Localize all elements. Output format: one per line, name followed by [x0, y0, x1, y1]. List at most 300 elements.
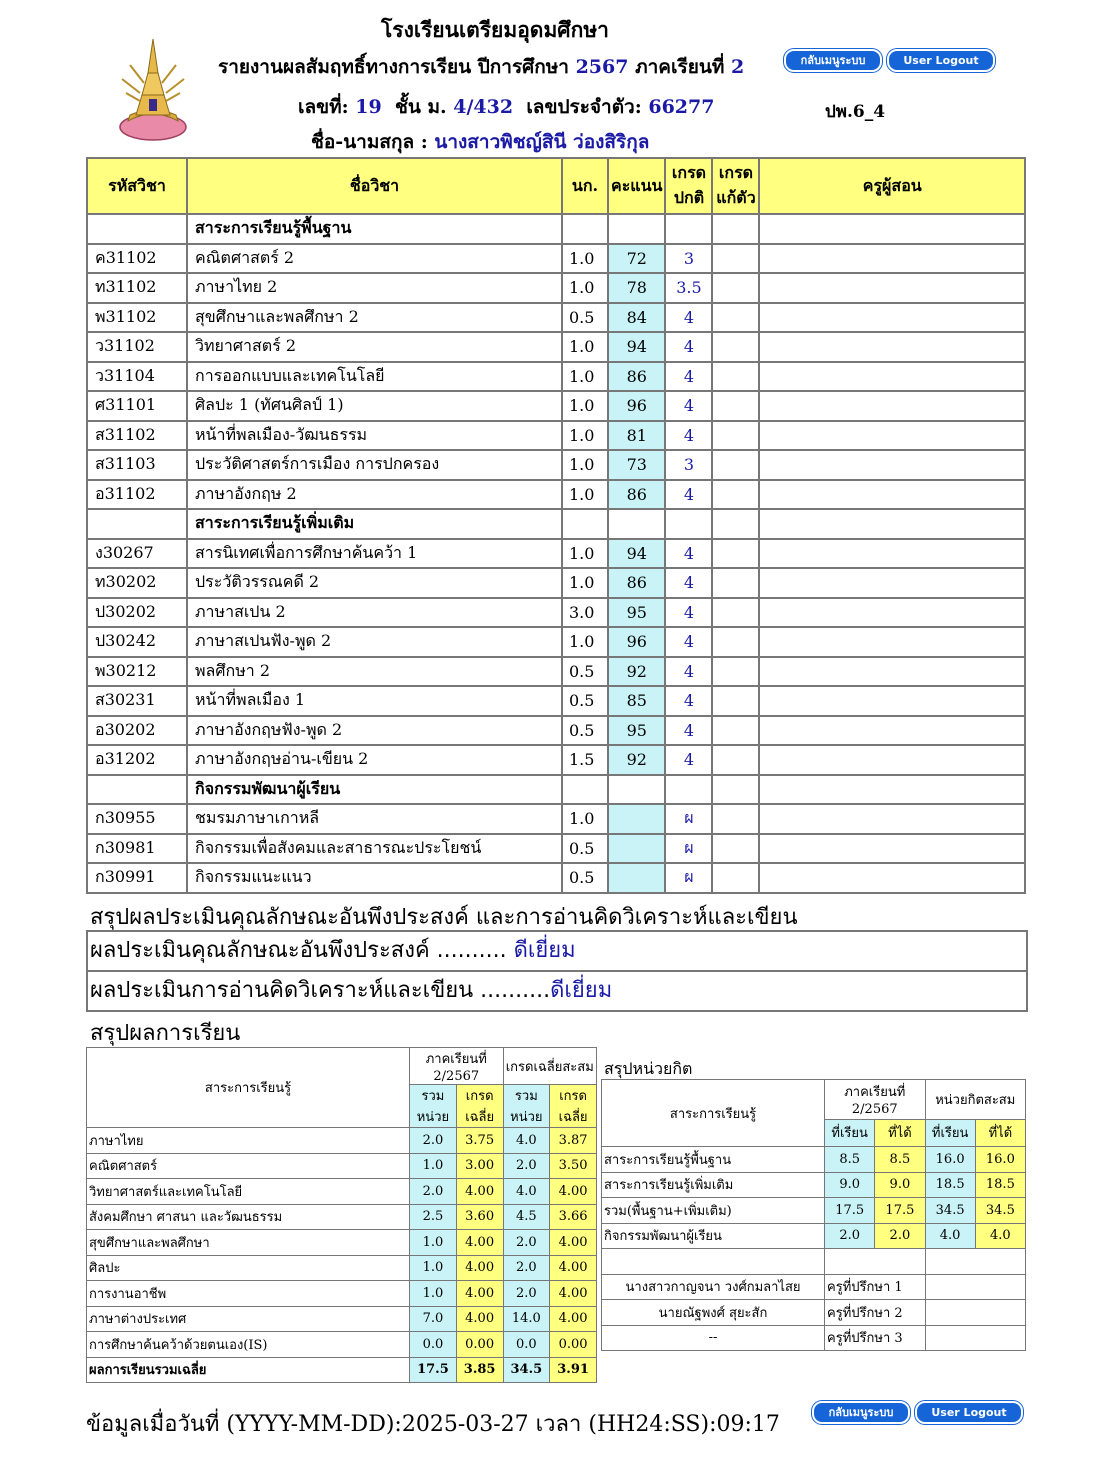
subject-row	[87, 450, 1025, 480]
credits-earned: 8.5	[875, 1147, 925, 1173]
credits-table	[601, 1079, 1026, 1351]
credit-cell	[562, 214, 608, 244]
subject-credit: 1.0	[562, 804, 608, 834]
credits-taken-cum: 34.5	[925, 1198, 975, 1224]
cumulative-gpa: 3.91	[550, 1357, 597, 1383]
credit-cell	[562, 509, 608, 539]
advisor-row	[602, 1274, 1026, 1300]
summary-row	[87, 1255, 597, 1281]
fix-grade-cell	[712, 509, 759, 539]
subject-grade: 4	[665, 598, 712, 628]
credits-taken: 9.0	[825, 1172, 875, 1198]
cumulative-units: 2.0	[503, 1230, 550, 1256]
char-eval-value: ดีเยี่ยม	[513, 938, 576, 963]
summary-sub-gpa: เกรดเฉลี่ย	[456, 1085, 503, 1128]
subject-grade: 4	[665, 332, 712, 362]
credits-row	[602, 1223, 1026, 1249]
cumulative-gpa: 4.00	[550, 1306, 597, 1332]
id-label: เลขประจำตัว:	[526, 96, 642, 118]
credits-area: สาระการเรียนรู้พื้นฐาน	[602, 1147, 825, 1173]
summary-col-area: สาระการเรียนรู้	[87, 1048, 410, 1128]
read-eval-row	[88, 970, 1026, 1010]
subject-code: อ31202	[87, 745, 187, 775]
advisor-name: นายณัฐพงศ์ สุยะสัก	[602, 1300, 825, 1326]
cumulative-units: 2.0	[503, 1153, 550, 1179]
subject-fix-grade	[712, 362, 759, 392]
subject-grade: 4	[665, 391, 712, 421]
semester-gpa: 4.00	[456, 1281, 503, 1307]
subject-teacher	[759, 804, 1025, 834]
subject-code: ส31102	[87, 421, 187, 451]
group-row	[87, 775, 1025, 805]
subject-teacher	[759, 627, 1025, 657]
semester-gpa: 4.00	[456, 1179, 503, 1205]
subject-credit: 0.5	[562, 834, 608, 864]
subject-row	[87, 568, 1025, 598]
subject-score: 85	[608, 686, 665, 716]
student-number: 19	[355, 96, 382, 118]
cumulative-gpa: 3.87	[550, 1128, 597, 1154]
credits-row	[602, 1172, 1026, 1198]
eval-title: สรุปผลประเมินคุณลักษณะอันพึงประสงค์ และการอ่านคิดวิเคราะห์และเขียน	[90, 905, 798, 930]
cumulative-units: 4.0	[503, 1179, 550, 1205]
header-grade-line1: เกรด	[671, 163, 707, 182]
semester-gpa: 4.00	[456, 1255, 503, 1281]
subject-credit: 1.0	[562, 362, 608, 392]
cumulative-gpa: 4.00	[550, 1230, 597, 1256]
subject-fix-grade	[712, 716, 759, 746]
subject-row	[87, 362, 1025, 392]
credits-earned-cum: 16.0	[975, 1147, 1025, 1173]
subject-grade: ผ	[665, 834, 712, 864]
summary-row	[87, 1204, 597, 1230]
subject-name: ประวัติวรรณคดี 2	[187, 568, 562, 598]
subject-fix-grade	[712, 804, 759, 834]
cumulative-gpa: 3.66	[550, 1204, 597, 1230]
advisor-name: นางสาวกาญจนา วงศ์กมลาไสย	[602, 1274, 825, 1300]
credits-sub-taken-cum: ที่เรียน	[925, 1119, 975, 1146]
semester-units: 2.0	[410, 1128, 457, 1154]
credits-earned-cum: 34.5	[975, 1198, 1025, 1224]
subject-name: หน้าที่พลเมือง-วัฒนธรรม	[187, 421, 562, 451]
subject-name: หน้าที่พลเมือง 1	[187, 686, 562, 716]
advisor-empty	[925, 1325, 1025, 1351]
credits-earned: 17.5	[875, 1198, 925, 1224]
name-label: ชื่อ-นามสกุล :	[311, 131, 428, 153]
subject-grade: 4	[665, 686, 712, 716]
subject-score: 92	[608, 657, 665, 687]
cumulative-units: 2.0	[503, 1281, 550, 1307]
subject-credit: 1.0	[562, 539, 608, 569]
subject-score: 94	[608, 539, 665, 569]
credits-earned-cum: 4.0	[975, 1223, 1025, 1249]
subject-code: พ31102	[87, 303, 187, 333]
group-label: สาระการเรียนรู้เพิ่มเติม	[187, 509, 562, 539]
subject-name: กิจกรรมเพื่อสังคมและสาธารณะประโยชน์	[187, 834, 562, 864]
subject-name: ภาษาสเปนฟัง-พูด 2	[187, 627, 562, 657]
credits-taken: 17.5	[825, 1198, 875, 1224]
read-eval-value: ดีเยี่ยม	[550, 978, 613, 1003]
subject-score: 72	[608, 244, 665, 274]
school-name: โรงเรียนเตรียมอุดมศึกษา	[381, 17, 609, 42]
credits-taken: 2.0	[825, 1223, 875, 1249]
subject-grade: 4	[665, 362, 712, 392]
subject-teacher	[759, 421, 1025, 451]
subject-code: ส31103	[87, 450, 187, 480]
semester-units: 2.0	[410, 1179, 457, 1205]
credits-sub-earned: ที่ได้	[875, 1119, 925, 1146]
subject-name: คณิตศาสตร์ 2	[187, 244, 562, 274]
group-row	[87, 214, 1025, 244]
char-eval-label: ผลประเมินคุณลักษณะอันพึงประสงค์ ..........	[90, 938, 507, 963]
subject-score: 96	[608, 627, 665, 657]
credits-spacer-row	[602, 1249, 1026, 1275]
subject-credit: 0.5	[562, 686, 608, 716]
semester-value: 2	[730, 56, 745, 78]
summary-col-cumulative: เกรดเฉลี่ยสะสม	[503, 1048, 597, 1085]
teacher-cell	[759, 214, 1025, 244]
summary-area: สุขศึกษาและพลศึกษา	[87, 1230, 410, 1256]
subject-teacher	[759, 244, 1025, 274]
subject-name: การออกแบบและเทคโนโลยี	[187, 362, 562, 392]
subject-fix-grade	[712, 745, 759, 775]
subject-credit: 1.5	[562, 745, 608, 775]
header-fix-grade	[712, 158, 759, 214]
subject-code: ง30267	[87, 539, 187, 569]
header-grade	[665, 158, 712, 214]
subject-row	[87, 332, 1025, 362]
summary-body	[87, 1128, 597, 1383]
subject-code: ก30981	[87, 834, 187, 864]
subject-teacher	[759, 303, 1025, 333]
header-fix-line2: แก้ตัว	[716, 188, 756, 207]
code-cell	[87, 214, 187, 244]
spacer-cell	[925, 1249, 1025, 1275]
summary-area: คณิตศาสตร์	[87, 1153, 410, 1179]
header-subject: ชื่อวิชา	[187, 158, 562, 214]
subject-score: 86	[608, 362, 665, 392]
back-to-menu-button-bottom[interactable]: กลับเมนูระบบ	[812, 1401, 910, 1424]
header-score: คะแนน	[608, 158, 665, 214]
logout-button[interactable]: User Logout	[887, 49, 995, 72]
subject-code: ท30202	[87, 568, 187, 598]
subject-grade: 4	[665, 480, 712, 510]
credits-sub-earned-cum: ที่ได้	[975, 1119, 1025, 1146]
timestamp-value: (YYYY-MM-DD):2025-03-27 เวลา (HH24:SS):09:17	[226, 1412, 780, 1437]
student-name: นางสาวพิชญ์สินี ว่องสิริกุล	[434, 131, 650, 153]
summary-sub-units: รวมหน่วย	[410, 1085, 457, 1128]
summary-area: วิทยาศาสตร์และเทคโนโลยี	[87, 1179, 410, 1205]
summary-area: ภาษาไทย	[87, 1128, 410, 1154]
credits-body	[602, 1147, 1026, 1351]
subject-fix-grade	[712, 686, 759, 716]
subject-name: สุขศึกษาและพลศึกษา 2	[187, 303, 562, 333]
subject-name: ภาษาไทย 2	[187, 273, 562, 303]
back-to-menu-button[interactable]: กลับเมนูระบบ	[784, 49, 882, 72]
subject-fix-grade	[712, 627, 759, 657]
grade-cell	[665, 509, 712, 539]
subject-teacher	[759, 332, 1025, 362]
summary-row	[87, 1306, 597, 1332]
semester-units: 17.5	[410, 1357, 457, 1383]
subject-row	[87, 391, 1025, 421]
subject-row	[87, 745, 1025, 775]
subject-score: 78	[608, 273, 665, 303]
credits-title: สรุปหน่วยกิต	[604, 1059, 693, 1078]
score-cell	[608, 509, 665, 539]
subject-score: 96	[608, 391, 665, 421]
subject-score	[608, 863, 665, 893]
subject-fix-grade	[712, 834, 759, 864]
subject-credit: 1.0	[562, 627, 608, 657]
subject-name: ภาษาอังกฤษอ่าน-เขียน 2	[187, 745, 562, 775]
credits-taken-cum: 4.0	[925, 1223, 975, 1249]
advisor-empty	[925, 1274, 1025, 1300]
subject-row	[87, 686, 1025, 716]
subject-score: 84	[608, 303, 665, 333]
advisor-role: ครูที่ปรึกษา 3	[825, 1325, 925, 1351]
header-teacher: ครูผู้สอน	[759, 158, 1025, 214]
read-eval-label: ผลประเมินการอ่านคิดวิเคราะห์และเขียน ..........	[90, 978, 551, 1003]
advisor-row	[602, 1325, 1026, 1351]
subject-name: ภาษาสเปน 2	[187, 598, 562, 628]
subject-teacher	[759, 598, 1025, 628]
form-code: ปพ.6_4	[825, 102, 886, 122]
subject-grade: 3	[665, 244, 712, 274]
summary-row	[87, 1128, 597, 1154]
summary-title: สรุปผลการเรียน	[90, 1021, 241, 1046]
class-label: ชั้น ม.	[394, 96, 447, 118]
subject-name: ชมรมภาษาเกาหลี	[187, 804, 562, 834]
subject-fix-grade	[712, 568, 759, 598]
credits-row	[602, 1198, 1026, 1224]
cumulative-gpa: 0.00	[550, 1332, 597, 1358]
subject-teacher	[759, 273, 1025, 303]
subject-fix-grade	[712, 273, 759, 303]
group-label: กิจกรรมพัฒนาผู้เรียน	[187, 775, 562, 805]
subject-grade: 4	[665, 745, 712, 775]
subject-teacher	[759, 450, 1025, 480]
credits-sub-taken: ที่เรียน	[825, 1119, 875, 1146]
subject-code: พ30212	[87, 657, 187, 687]
subject-code: ก30955	[87, 804, 187, 834]
credits-taken-cum: 18.5	[925, 1172, 975, 1198]
fix-grade-cell	[712, 775, 759, 805]
header-credit: นก.	[562, 158, 608, 214]
grade-cell	[665, 775, 712, 805]
subject-score: 95	[608, 598, 665, 628]
student-id: 66277	[648, 96, 715, 118]
subject-fix-grade	[712, 450, 759, 480]
subject-grade: 4	[665, 627, 712, 657]
subject-credit: 1.0	[562, 568, 608, 598]
code-cell	[87, 509, 187, 539]
subject-row	[87, 804, 1025, 834]
subject-code: ป30242	[87, 627, 187, 657]
report-title	[218, 52, 744, 82]
subject-score	[608, 834, 665, 864]
subject-credit: 1.0	[562, 273, 608, 303]
semester-gpa: 3.60	[456, 1204, 503, 1230]
subject-credit: 0.5	[562, 863, 608, 893]
semester-units: 1.0	[410, 1255, 457, 1281]
academic-year: 2567	[575, 56, 629, 78]
credits-area: กิจกรรมพัฒนาผู้เรียน	[602, 1223, 825, 1249]
grades-table	[86, 157, 1026, 894]
credits-col-cumulative: หน่วยกิตสะสม	[925, 1080, 1025, 1120]
subject-code: อ31102	[87, 480, 187, 510]
data-timestamp	[86, 1406, 780, 1441]
fix-grade-cell	[712, 214, 759, 244]
subject-name: ภาษาอังกฤษฟัง-พูด 2	[187, 716, 562, 746]
subject-name: ศิลปะ 1 (ทัศนศิลป์ 1)	[187, 391, 562, 421]
subject-name: สารนิเทศเพื่อการศึกษาค้นคว้า 1	[187, 539, 562, 569]
subject-teacher	[759, 362, 1025, 392]
subject-teacher	[759, 568, 1025, 598]
subject-grade: 4	[665, 303, 712, 333]
subject-row	[87, 303, 1025, 333]
summary-area: ผลการเรียนรวมเฉลี่ย	[87, 1357, 410, 1383]
subject-row	[87, 421, 1025, 451]
report-title-text: รายงานผลสัมฤทธิ์ทางการเรียน ปีการศึกษา	[218, 56, 569, 78]
cumulative-units: 14.0	[503, 1306, 550, 1332]
cumulative-units: 34.5	[503, 1357, 550, 1383]
subject-credit: 1.0	[562, 450, 608, 480]
subject-teacher	[759, 391, 1025, 421]
subject-fix-grade	[712, 332, 759, 362]
cumulative-units: 0.0	[503, 1332, 550, 1358]
summary-row	[87, 1179, 597, 1205]
semester-units: 1.0	[410, 1230, 457, 1256]
credits-taken: 8.5	[825, 1147, 875, 1173]
subject-code: ก30991	[87, 863, 187, 893]
subject-name: กิจกรรมแนะแนว	[187, 863, 562, 893]
advisor-empty	[925, 1300, 1025, 1326]
subject-row	[87, 627, 1025, 657]
class-value: 4/432	[453, 96, 514, 118]
summary-row	[87, 1281, 597, 1307]
summary-col-semester: ภาคเรียนที่ 2/2567	[410, 1048, 503, 1085]
subject-grade: 4	[665, 539, 712, 569]
subject-score: 73	[608, 450, 665, 480]
semester-gpa: 0.00	[456, 1332, 503, 1358]
subject-grade: ผ	[665, 863, 712, 893]
summary-area: สังคมศึกษา ศาสนา และวัฒนธรรม	[87, 1204, 410, 1230]
subject-row	[87, 716, 1025, 746]
credit-cell	[562, 775, 608, 805]
subject-teacher	[759, 480, 1025, 510]
credits-earned: 2.0	[875, 1223, 925, 1249]
semester-units: 2.5	[410, 1204, 457, 1230]
semester-gpa: 4.00	[456, 1306, 503, 1332]
header-grade-line2: ปกติ	[673, 188, 705, 207]
summary-total-row	[87, 1357, 597, 1383]
group-label: สาระการเรียนรู้พื้นฐาน	[187, 214, 562, 244]
subject-name: พลศึกษา 2	[187, 657, 562, 687]
credits-earned-cum: 18.5	[975, 1172, 1025, 1198]
cumulative-gpa: 3.50	[550, 1153, 597, 1179]
subject-fix-grade	[712, 244, 759, 274]
subject-teacher	[759, 657, 1025, 687]
logout-button-bottom[interactable]: User Logout	[915, 1401, 1023, 1424]
score-cell	[608, 214, 665, 244]
teacher-cell	[759, 775, 1025, 805]
subject-code: ท31102	[87, 273, 187, 303]
semester-gpa: 3.00	[456, 1153, 503, 1179]
subject-name: วิทยาศาสตร์ 2	[187, 332, 562, 362]
grade-cell	[665, 214, 712, 244]
cumulative-units: 4.0	[503, 1128, 550, 1154]
subject-credit: 1.0	[562, 332, 608, 362]
spacer-cell	[825, 1249, 925, 1275]
semester-gpa: 3.75	[456, 1128, 503, 1154]
subject-score: 92	[608, 745, 665, 775]
cumulative-gpa: 4.00	[550, 1281, 597, 1307]
spacer-cell	[602, 1249, 825, 1275]
student-meta	[298, 92, 714, 122]
teacher-cell	[759, 509, 1025, 539]
subject-fix-grade	[712, 421, 759, 451]
summary-row	[87, 1153, 597, 1179]
subject-row	[87, 539, 1025, 569]
subject-teacher	[759, 716, 1025, 746]
student-name-line	[311, 127, 649, 157]
semester-units: 1.0	[410, 1153, 457, 1179]
subject-name: ภาษาอังกฤษ 2	[187, 480, 562, 510]
subject-row	[87, 834, 1025, 864]
group-row	[87, 509, 1025, 539]
code-cell	[87, 775, 187, 805]
summary-area: การงานอาชีพ	[87, 1281, 410, 1307]
subject-row	[87, 273, 1025, 303]
subject-code: ป30202	[87, 598, 187, 628]
subject-score: 81	[608, 421, 665, 451]
subject-grade: 4	[665, 421, 712, 451]
credits-area: รวม(พื้นฐาน+เพิ่มเติม)	[602, 1198, 825, 1224]
credits-col-area: สาระการเรียนรู้	[602, 1080, 825, 1147]
summary-area: ภาษาต่างประเทศ	[87, 1306, 410, 1332]
subject-score: 95	[608, 716, 665, 746]
subject-credit: 1.0	[562, 480, 608, 510]
subject-score: 86	[608, 568, 665, 598]
subject-score	[608, 804, 665, 834]
subject-row	[87, 480, 1025, 510]
advisor-row	[602, 1300, 1026, 1326]
semester-gpa: 4.00	[456, 1230, 503, 1256]
subject-code: ค31102	[87, 244, 187, 274]
subject-row	[87, 598, 1025, 628]
subject-teacher	[759, 863, 1025, 893]
header-code: รหัสวิชา	[87, 158, 187, 214]
cumulative-units: 4.5	[503, 1204, 550, 1230]
subject-credit: 1.0	[562, 391, 608, 421]
subject-fix-grade	[712, 303, 759, 333]
subject-credit: 1.0	[562, 244, 608, 274]
summary-row	[87, 1332, 597, 1358]
credits-area: สาระการเรียนรู้เพิ่มเติม	[602, 1172, 825, 1198]
advisor-role: ครูที่ปรึกษา 2	[825, 1300, 925, 1326]
summary-table	[86, 1047, 597, 1383]
credits-col-semester: ภาคเรียนที่ 2/2567	[825, 1080, 925, 1120]
header-fix-line1: เกรด	[718, 163, 754, 182]
semester-gpa: 3.85	[456, 1357, 503, 1383]
subject-grade: 3.5	[665, 273, 712, 303]
subject-row	[87, 657, 1025, 687]
timestamp-label: ข้อมูลเมื่อวันที่	[86, 1412, 220, 1437]
school-emblem-icon	[118, 35, 188, 143]
semester-units: 1.0	[410, 1281, 457, 1307]
subject-code: ว31102	[87, 332, 187, 362]
